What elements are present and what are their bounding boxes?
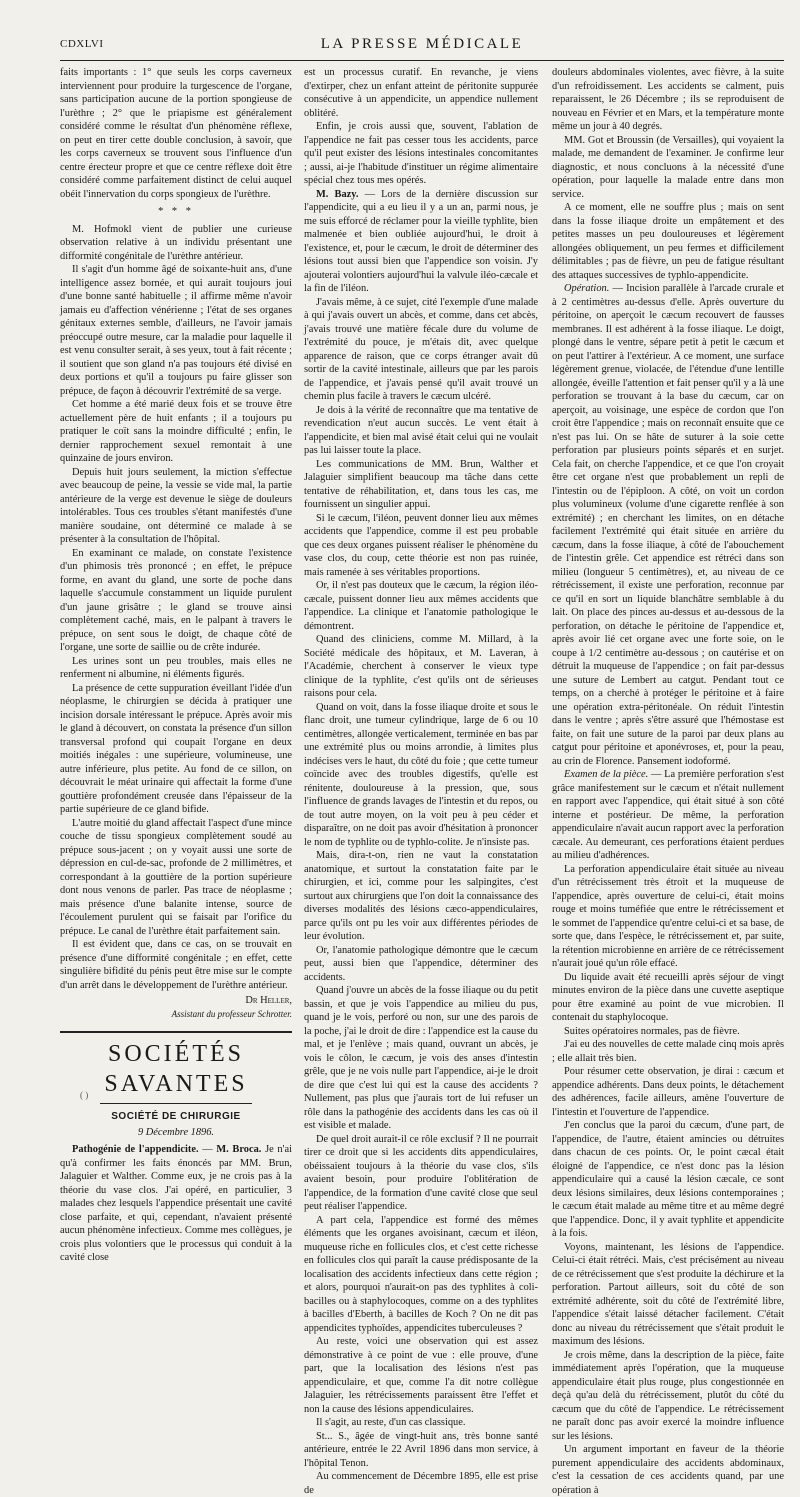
paragraph: Il s'agit d'un homme âgé de soixante-huit ans, d'une intelligence assez bornée, et qui aurait toujours joui d'une bonne santé habituelle ; il affirme même n'avoir jamais eu d'affection vénérienne ; l'état de ses organes génitaux externes semble, d'ailleurs, ne l'avoir jamais préoccupé outre mesure, car la maladie pour laquelle il est venu consulter serait, à ses yeux, tout à fait récente ; il soutient que son gland n'a pas toujours été divisé en deux portions et qu'il a toujours pu faire glisser son prépuce, de façon à découvrir l'extrémité de sa verge. [60, 264, 292, 397]
author-affiliation: Assistant du professeur Schrotter. [171, 1008, 292, 1019]
paragraph: La présence de cette suppuration éveillant l'idée d'un néoplasme, le chirurgien se décida à pratiquer une incision dorsale intéressant le prépuce. Après avoir mis le gland à découvert, on constata la présence d'un sillon transversal profond qui coupait l'organe en deux moitiés inégales : une supérieure, volumineuse, une autre inférieure, plus petite. Au fond de ce sillon, on découvrait le méat urinaire qui affectait la forme d'une gouttière profondément creusée dans l'épaisseur de la partie supérieure de ce gland bifide. [60, 682, 292, 815]
paragraph: est un processus curatif. En revanche, je viens d'extirper, chez un enfant atteint de péritonite suppurée consécutive à un appendicite, un appendice nullement oblitéré. [304, 67, 538, 119]
paragraph: Pathogénie de l'appendicite. — M. Broca. Je n'ai qu'à confirmer les faits énoncés par MM. Brun, Jalaguier et Walther. Comme eux, je ne crois pas à la théorie du vase clos. J'ai opéré, en particulier, 3 malades chez lesquels l'appendice présentait une cavité close parfaite, et qui, cependant, n'avaient présenté aucun phénomène infectieux. Comme mes collègues, je crois plus volontiers que le processus qui conduit à la cavité close [60, 1144, 292, 1263]
paragraph: douleurs abdominales violentes, avec fièvre, à la suite d'un refroidissement. Les accidents se calment, puis reparaissent, le 26 Décembre ; ils se reproduisent de nouveau en Février et en Mars, et la température monte même un jour à 40 degrés. [552, 67, 784, 132]
article-heading: Pathogénie de l'appendicite. [72, 1144, 199, 1155]
paragraph-text: Lors de la dernière discussion sur l'appendicite, qui a eu lieu il y a un an, parmi nous, je me suis efforcé de réclamer pour la vieille typhlite, bien malmenée et bien oubliée aujourd'hui, le droit à l'existence, et, pour le cæcum, le droit de déterminer des lésions tout aussi bien que l'appendice son voisin. J'y ajouterai volontiers aujourd'hui la valvule iléo-cæcale et la fin de l'iléon. [304, 188, 538, 294]
subheading: Opération. [564, 283, 610, 294]
society-heading: SOCIÉTÉ DE CHIRURGIE [111, 1111, 241, 1122]
paragraph: faits importants : 1° que seuls les corps caverneux interviennent pour produire la turgescence de l'organe, sans participation aucune de la portion spongieuse de l'urèthre ; 2° que le priapisme est généralement considéré comme le résultat d'un phénomène réflexe, on peut en tirer cette double conclusion, à savoir, que les corps caverneux se trouvent sous l'influence d'un centre érecteur propre et que ce centre réflexe doit être considéré comme parfaitement distinct de celui auquel obéit l'innervation du corps spongieux de l'urèthre. [60, 67, 292, 200]
column-left [60, 66, 292, 1263]
paragraph: L'autre moitié du gland affectait l'aspect d'une mince couche de tissu spongieux complètement soudé au prépuce sous-jacent ; on y voyait aussi une sorte de dépression en cul-de-sac, profonde de 2 millimètres, et correspondant à la gouttière de la portion supérieure dont nous venons de parler. Pas trace de néoplasme ; mais présence d'une balanite intense, source de l'écoulement purulent qui se faisait par l'orifice du prépuce. Le canal de l'urèthre était parfaitement sain. [60, 817, 292, 937]
paragraph: St... S., âgée de vingt-huit ans, très bonne santé antérieure, entrée le 22 Avril 1896 dans mon service, à l'hôpital Tenon. [304, 1430, 538, 1469]
paragraph: J'ai eu des nouvelles de cette malade cinq mois après ; elle allait très bien. [552, 1039, 784, 1064]
subheading: Examen de la pièce. [564, 769, 649, 780]
paragraph: Au commencement de Décembre 1895, elle est prise de [304, 1471, 538, 1496]
paragraph: Pour résumer cette observation, je dirai : cæcum et appendice adhérents. Dans deux points, le détachement des adhérences, facile ailleurs, amène l'ouverture de l'intestin et l'ouverture de l'appendice. [552, 1066, 784, 1118]
paragraph: De quel droit aurait-il ce rôle exclusif ? Il ne pourrait tirer ce droit que si les accidents dits appendiculaires, obéissaient toujours à la théorie du vase clos, s'ils avaient besoin, pour produire l'oblitération de l'appendice, de la formation d'une cavité close que seul peut réaliser l'appendice. [304, 1133, 538, 1212]
section-title: SOCIÉTÉS SAVANTES [104, 1041, 248, 1097]
paragraph-text: Je n'ai qu'à confirmer les faits énoncés par MM. Brun, Jalaguier et Walther. Comme eux, je ne crois pas à la théorie du vase clos. J'ai opéré, en particulier, 3 malades chez lesquels l'appendice présentait une cavité close parfaite, et qui, cependant, n'avaient présenté aucun phénomène infectieux. Comme mes collègues, je crois plus volontiers que le processus qui conduit à la cavité close [60, 1144, 292, 1263]
paragraph: J'en conclus que la paroi du cæcum, d'une part, de l'appendice, de l'autre, étaient amincies ou détruites dans chacun de ces points. Or, le point cæcal était éloigné de l'appendice, ce n'est donc pas la lésion appendiculaire qui a causé la lésion cæcale, ce sont deux lésions similaires, deux lésions contemporaines ; le cæcum était malade au même titre et au même degré que l'appendice. Donc, il y avait typhlite et appendicite à la fois. [552, 1120, 784, 1239]
paragraph: Mais, dira-t-on, rien ne vaut la constatation anatomique, et surtout la constatation faite par le chirurgien, et ici, comme pour les salpingites, c'est surtout aux chirurgiens que l'on doit la connaissance des diverses modalités des lésions cæco-appendiculaires, parce qu'ils ont pu les voir aux différentes périodes de leur évolution. [304, 850, 538, 942]
paragraph: Les urines sont un peu troubles, mais elles ne renferment ni albumine, ni éléments figurés. [60, 655, 292, 680]
paragraph-text: — La première perforation s'est grâce manifestement sur le cæcum et n'était nullement en rapport avec l'appendice, qui était situé à son côté interne et postérieur. De même, la perforation appendiculaire n'avait aucun rapport avec la perforation cæcale. Au demeurant, ces perforations étaient perdues au milieu d'adhérences. [552, 769, 784, 861]
paragraph: M. Hofmokl vient de publier une curieuse observation relative à un individu présentant une difformité congénitale de l'urèthre antérieur. [60, 223, 292, 262]
paragraph [552, 768, 784, 863]
paragraph: J'avais même, à ce sujet, cité l'exemple d'une malade à qui j'avais ouvert un abcès, et comme, dans cet abcès, j'avais trouvé une matière fécale dure du volume de l'extrémité du pouce, je m'étais dit, avec quelque apparence de raison, que ce corps étranger avait dû sortir de la cavité intestinale, ailleurs que par les parois de l'appendice, et j'avais pensé qu'il avait trouvé un chemin plus facile à travers le cæcum ulcéré. [304, 296, 538, 402]
author-signature: Dr Heller, [245, 995, 292, 1006]
paragraph: Si le cæcum, l'iléon, peuvent donner lieu aux mêmes accidents que l'appendice, comme il est peu probable que ces deux organes puissent réaliser le phénomène du vase clos, du coup, cette théorie est non pas ruinée, mais ramenée à ses véritables proportions. [304, 512, 538, 578]
paragraph: La perforation appendiculaire était située au niveau d'un rétrécissement très étroit et la muqueuse de l'appendice, après ouverture de celui-ci, était moins rouge et moins tuméfiée que entre le rétrécissement et le sommet de l'appendice qu'entre celui-ci et sa base, de sorte que, dans l'espèce, le rétrécissement et, par suite, la rétention microbienne en arrière de ce rétrécissement n'aurait joué qu'un rôle effacé. [552, 863, 784, 969]
paragraph: Or, il n'est pas douteux que le cæcum, la région iléo-cæcale, puissent donner lieu aux mêmes accidents que l'appendice. La clinique et l'anatomie pathologique le démontrent. [304, 580, 538, 632]
paragraph-text: — Incision parallèle à l'arcade crurale et à 2 centimètres au-dessus d'elle. Après ouverture du péritoine, on aperçoit le cæcum recouvert de fausses membranes. Il est adhérent à la fosse iliaque. Le doigt, plongé dans le ventre, sépare petit à petit le cæcum et on peut l'attirer à l'extérieur. A ce moment, une surface légèrement grenue, violacée, de l'étendue d'une lentille allongée, éveille l'attention et fait penser qu'il y a là une perforation se trouvant à la base du cæcum, car on aperçoit, au voisinage, une espèce de cordon que l'on croit être l'appendice ; mais on reconnaît ensuite que ce n'est pas lui. On se hâte de suturer à la soie cette perforation par plusieurs points séparés et en surjet. Cela fait, on cherche l'appendice, et ce que l'on croyait être cet organe n'est que probablement un repli de l'intestin ou de l'épiploon. A côté, on voit un cordon plus volumineux (volume d'une cigarette renflée à son extrémité) ; en cherchant les limites, on en détache facilement l'extrémité qui était située en arrière du cæcum, dans la fosse iliaque, à côté de l'abouchement de l'intestin grêle. Cet appendice est rétréci dans son milieu (longueur 5 centimètres), et, au niveau de ce rétrécissement, il existe une perforation, reconnue par ce qu'il en sort un liquide blanchâtre semblable à du lait. On place des pinces au-dessus et au-dessous de la perforation, on détache le péritoine de l'appendice et, après avoir lié cet organe avec une forte soie, on le coupe à 1/2 centimètre au-dessous ; on cautérise et on détruit la muqueuse de l'appendice ; on fait par-dessus une suture de Lembert au catgut. Pendant tout ce temps, on a cherché à protéger le péritoine et à faire une opération extra-péritonéale. On réduit l'intestin dans le ventre ; après s'être assuré que l'hémostase est faite, on fait une suture de la paroi par deux plans au catgut pour péritoine et aponévroses, et, pour la peau, au crin de Florence. Pansement iodoformé. [552, 283, 784, 767]
paragraph: MM. Got et Broussin (de Versailles), qui voyaient la malade, me demandent de l'examiner. Je confirme leur diagnostic, et nous concluons à la nécessité d'une opération, pour laquelle la malade entre dans mon service. [552, 134, 784, 200]
column-right [552, 66, 784, 1496]
section-separator: * * * [158, 206, 194, 217]
paragraph [552, 282, 784, 768]
paragraph: Quand des cliniciens, comme M. Millard, à la Société médicale des hôpitaux, et M. Laveran, à l'Académie, cherchent à conserver le vieux type clinique de la typhlite, c'est qu'ils ont de sérieuses raisons pour cela. [304, 634, 538, 699]
section-title-rule [100, 1103, 252, 1104]
paragraph: Quand on voit, dans la fosse iliaque droite et sous le flanc droit, une tumeur cylindrique, large de 6 ou 10 centimètres, allongée verticalement, terminée en bas par une extrémité plus ou moins arrondie, à limites plus indécises vers le haut, du côté du foie ; que cette tumeur coïncide avec des troubles digestifs, qu'elle est rénitente, douloureuse à la pression, que, sous l'influence de grands lavages de l'intestin et du repos, ou de tout autre moyen, on la voit peu à peu céder et disparaître, on ne doit pas avoir d'hésitation à prononcer le nom de typhlite ou de typhlo-colite. Je n'insiste pas. [304, 701, 539, 848]
paragraph: Or, l'anatomie pathologique démontre que le cæcum peut, aussi bien que l'appendice, déterminer des accidents. [304, 944, 538, 983]
paragraph: Il s'agit, au reste, d'un cas classique. [316, 1417, 466, 1428]
page-footer-mark: ( ) [80, 1090, 89, 1100]
speaker-name: M. Bazy. [316, 188, 359, 200]
header-rule [60, 60, 784, 61]
paragraph: A ce moment, elle ne souffre plus ; mais on sent dans la fosse iliaque droite un empâtement et des petites masses un peu douloureuses et légèrement allongées obliquement, un peu fermes et difficilement délimitables ; pas de fièvre, un peu de fatigue résultant des attaques successives de typhlo-appendicite. [552, 202, 784, 281]
session-date: 9 Décembre 1896. [137, 1126, 215, 1138]
paragraph: Quand j'ouvre un abcès de la fosse iliaque ou du petit bassin, et que je vois l'appendice au milieu du pus, quand je le vois, perforé ou non, sur une des parois de la poche, j'ai le droit de dire : l'appendice est la cause du mal, et je l'enlève ; mais quand, ouvrant un abcès, je vois le côlon, le cæcum, je vois des anses d'intestin grêle, que je ne vois nulle part l'appendice, ai-je le droit de dire que c'est lui qui est la cause des accidents ? Nullement, pas plus que j'aurais tort de lui refuser un rôle dans la pathogénie des accidents dans les cas où il est visible et malade. [304, 985, 538, 1131]
paragraph: Enfin, je crois aussi que, souvent, l'ablation de l'appendice ne fait pas cesser tous les accidents, parce qu'il peut exister des lésions intestinales concomitantes ; aussi, ai-je l'habitude d'instituer un régime alimentaire spécial chez tous mes opérés. [304, 121, 538, 186]
page-number: CDXLVI [60, 38, 104, 50]
paragraph: Cet homme a été marié deux fois et se trouve être actuellement père de huit enfants ; il a toujours pu pratiquer le coït sans la moindre difficulté ; enfin, le dernier rapprochement sexuel remontait à une quinzaine de jours environ. [60, 399, 292, 464]
journal-title: LA PRESSE MÉDICALE [320, 36, 524, 52]
paragraph: Depuis huit jours seulement, la miction s'effectue avec beaucoup de peine, la vessie se vide mal, la partie antérieure de la verge est devenue le siège de douleurs intolérables. Tous ces troubles s'étant manifestés d'une manière soudaine, ont déterminé ce malade à se présenter à la consultation de l'hôpital. [60, 466, 292, 545]
page-header [60, 36, 784, 56]
section-rule [60, 1031, 292, 1033]
paragraph: Suites opératoires normales, pas de fièvre. [564, 1025, 740, 1037]
paragraph: Les communications de MM. Brun, Walther et Jalaguier simplifient beaucoup ma tâche dans cette tentative de réhabilitation, et, dans tous les cas, me fournissent un singulier appui. [304, 458, 538, 510]
speaker-name: M. Broca. [216, 1144, 262, 1155]
paragraph: A part cela, l'appendice est formé des mêmes éléments que les organes avoisinant, cæcum et iléon, muqueuse riche en follicules clos, et c'est cette richesse en follicules clos qui paraît la cause prédisposante de la localisation des accidents infectieux dans cette région ; et alors, pourquoi n'aurait-on pas des typhlites à coli-bacilles ou à staphylocoques, comme on a des typhlites à bacilles d'Eberth, à bacilles de Koch ? On ne dit pas appendicites typhoïdes, appendicites tuberculeuses ? [304, 1214, 538, 1334]
paragraph: Voyons, maintenant, les lésions de l'appendice. Celui-ci était rétréci. Mais, c'est précisément au niveau de ce rétrécissement que s'est produite la déchirure et la perforation. Partout ailleurs, soit du côté de son extrémité adhérente, soit du côté de l'extrémité libre, l'appendice s'était laissé détacher facilement. C'était donc au niveau du rétrécissement que s'était produit le maximum des lésions. [552, 1241, 784, 1347]
paragraph: Je crois même, dans la description de la pièce, faite immédiatement après l'opération, que la muqueuse appendiculaire était plus rouge, plus congestionnée en deçà qu'au delà du rétrécissement, plutôt du côté du cæcum que du côté de l'appendice. Le rétrécissement ne paraît donc pas avoir exercé la moindre influence sur les lésions. [552, 1349, 784, 1442]
paragraph: Il est évident que, dans ce cas, on se trouvait en présence d'une difformité congénitale ; en effet, cette singulière bifidité du pénis peut être mise sur le compte d'un arrêt dans le développement de l'urèthre antérieur. [60, 939, 292, 991]
paragraph: Un argument important en faveur de la théorie purement appendiculaire des accidents abdominaux, c'est la cessation de ces accidents quand, par une opération à [552, 1444, 784, 1496]
column-middle [304, 66, 539, 1496]
paragraph: Du liquide avait été recueilli après séjour de vingt minutes environ de la pièce dans une cuvette aseptique pour être examiné au point de vue microbien. Il contenait du staphylocoque. [552, 971, 784, 1023]
paragraph: En examinant ce malade, on constate l'existence d'un phimosis très prononcé ; en effet, le prépuce forme, en avant du gland, une sorte de poche dans laquelle s'accumule constamment un liquide purulent d'un jaune grisâtre ; le gland se trouve ainsi complètement caché, mais, en le palpant à travers le prépuce, on sent sous le doigt, de chaque côté de l'organe, une sorte de saillie ou de crête indurée. [60, 547, 292, 653]
paragraph: Je dois à la vérité de reconnaître que ma tentative de revendication n'eut aucun succès. Le vent était à l'appendicite, et bien mal avisé était celui qui ne voulait pas lui laisser toute la place. [304, 404, 538, 456]
paragraph: Au reste, voici une observation qui est assez démonstrative à ce point de vue : elle prouve, d'une part, que la localisation des lésions n'est pas appendiculaire, et que, comme l'a dit notre collègue Jalaguier, les rétrécissements paraissent être l'effet et non la cause des lésions appendiculaires. [304, 1336, 538, 1415]
paragraph: M. Bazy. — Lors de la dernière discussion sur l'appendicite, qui a eu lieu il y a un an, parmi nous, je me suis efforcé de réclamer pour la vieille typhlite, bien malmenée et bien oubliée aujourd'hui, le droit à l'existence, et, pour le cæcum, le droit de déterminer des lésions tout aussi bien que l'appendice son voisin. J'y ajouterai volontiers aujourd'hui la valvule iléo-cæcale et la fin de l'iléon. [304, 188, 538, 294]
